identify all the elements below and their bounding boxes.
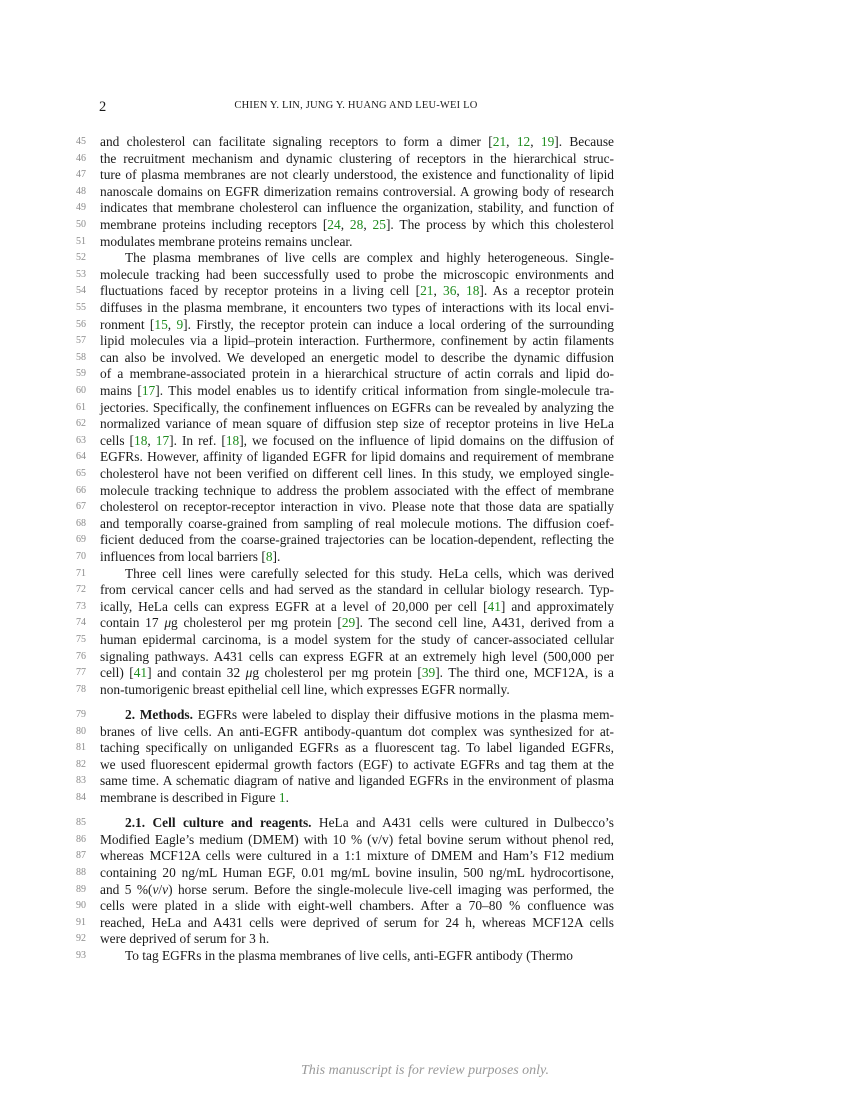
- text-line: [0, 915, 850, 931]
- line-number: 63: [76, 434, 86, 446]
- text-line: [0, 582, 850, 598]
- text-line: [0, 773, 850, 789]
- line-text: mains [17]. This model enables us to identify critical information from single-molecule tra-: [100, 383, 614, 398]
- line-number: 68: [76, 517, 86, 529]
- text-line: [0, 898, 850, 914]
- citation-link[interactable]: 41: [133, 665, 148, 681]
- line-text: were deprived of serum for 3 h.: [100, 931, 270, 947]
- text-line: [0, 416, 850, 432]
- line-text: molecule tracking had been successfully used to probe the microscopic environments and: [100, 266, 614, 282]
- line-number: 45: [76, 136, 86, 147]
- line-number: 55: [76, 302, 86, 313]
- line-text: jectories. Specifically, the confinement influences on EGFRs can be revealed by analyzing the: [100, 399, 614, 415]
- line-number: 51: [76, 235, 86, 247]
- line-number: 86: [76, 833, 86, 845]
- text-line: [0, 790, 850, 806]
- line-text: cells [18, 17]. In ref. [18], we focused on the influence of lipid domains on the diffusion of: [100, 432, 614, 448]
- line-text: 2.1. Cell culture and reagents. HeLa and A431 cells were cultured in Dulbecco’s: [125, 815, 614, 831]
- line-text: cholesterol on receptor-receptor interaction in vivo. Please note that those data are spatially: [100, 499, 614, 515]
- citation-link[interactable]: 15: [154, 316, 168, 332]
- text-line: [0, 250, 850, 266]
- line-number: 62: [76, 418, 86, 430]
- line-text: same time. A schematic diagram of native and liganded EGFRs in the environment of plasma: [100, 773, 614, 789]
- line-number: 47: [76, 169, 86, 181]
- line-number: 64: [76, 451, 86, 463]
- line-text: Modified Eagle’s medium (DMEM) with 10 % (v/v) fetal bovine serum without phenol red,: [100, 831, 614, 847]
- line-text: we used fluorescent epidermal growth factors (EGF) to activate EGFRs and tag them at the: [100, 756, 614, 772]
- line-number: 49: [76, 202, 86, 214]
- line-text: and cholesterol can facilitate signaling receptors to form a dimer [21, 12, 19]. Because: [100, 134, 614, 149]
- text-line: [0, 134, 850, 150]
- line-text: of a membrane-associated protein in a hierarchical structure of actin corrals and lipid do-: [100, 366, 614, 382]
- line-number: 87: [76, 850, 86, 862]
- text-line: [0, 848, 850, 864]
- text-line: [0, 532, 850, 548]
- line-text: from cervical cancer cells and had served as the standard in cellular biology research. Typ-: [100, 582, 614, 598]
- line-text: ically, HeLa cells can express EGFR at a level of 20,000 per cell [41] and approximately: [100, 598, 614, 614]
- text-line: [0, 724, 850, 740]
- line-number: 84: [76, 792, 86, 803]
- text-line: [0, 948, 850, 964]
- line-number: 57: [76, 335, 86, 347]
- line-number: 58: [76, 351, 86, 363]
- citation-link[interactable]: 9: [176, 316, 184, 332]
- citation-link[interactable]: 24: [327, 217, 341, 232]
- line-number: 66: [76, 484, 86, 496]
- citation-link[interactable]: 17: [155, 432, 170, 448]
- citation-link[interactable]: 39: [421, 665, 436, 681]
- text-line: [0, 217, 850, 233]
- citation-link[interactable]: 1: [278, 790, 286, 805]
- citation-link[interactable]: 18: [466, 283, 480, 299]
- line-text: reached, HeLa and A431 cells were deprived of serum for 24 h, whereas MCF12A cells: [100, 914, 614, 930]
- line-number: 93: [76, 950, 86, 961]
- line-text: taching specifically on unliganded EGFRs as a fluorescent tag. To label liganded EGFRs,: [100, 740, 614, 756]
- text-line: [0, 566, 850, 582]
- line-text: containing 20 ng/mL Human EGF, 0.01 mg/mL bovine insulin, 500 ng/mL hydrocortisone,: [100, 865, 614, 880]
- line-number: 69: [76, 534, 86, 546]
- line-number: 90: [76, 900, 86, 912]
- line-number: 60: [76, 385, 86, 396]
- text-line: [0, 632, 850, 648]
- line-number: 75: [76, 634, 86, 645]
- line-number: 65: [76, 468, 86, 479]
- line-number: 72: [76, 584, 86, 596]
- line-number: 73: [76, 600, 86, 612]
- page-number: 2: [99, 99, 107, 115]
- citation-link[interactable]: 18: [134, 432, 148, 448]
- text-line: [0, 599, 850, 615]
- line-number: 54: [76, 285, 86, 297]
- text-line: [0, 931, 850, 947]
- citation-link[interactable]: 19: [540, 134, 555, 149]
- citation-link[interactable]: 12: [516, 134, 531, 149]
- line-text: 2. Methods. EGFRs were labeled to display their diffusive motions in the plasma mem-: [125, 707, 614, 722]
- line-text: signaling pathways. A431 cells can express EGFR at an extremely high level (500,000 per: [100, 648, 614, 664]
- line-text: To tag EGFRs in the plasma membranes of live cells, anti-EGFR antibody (Thermo: [125, 948, 573, 963]
- text-line: [0, 615, 850, 631]
- text-line: [0, 350, 850, 366]
- line-text: molecule tracking technique to address the problem associated with the effect of membrane: [100, 482, 614, 498]
- line-text: nanoscale domains on EGFR dimerization remains controversial. A growing body of research: [100, 183, 614, 199]
- text-line: [0, 383, 850, 399]
- text-line: [0, 283, 850, 299]
- citation-link[interactable]: 17: [141, 383, 156, 398]
- line-text: contain 17 μg cholesterol per mg protein [29]. The second cell line, A431, derived from a: [100, 615, 615, 631]
- citation-link[interactable]: 28: [349, 217, 364, 232]
- text-line: [0, 815, 850, 831]
- citation-link[interactable]: 21: [420, 283, 434, 299]
- line-text: and temporally coarse-grained from sampling of real molecule motions. The diffusion coef-: [100, 515, 614, 531]
- text-line: [0, 882, 850, 898]
- line-text: influences from local barriers [8].: [100, 549, 281, 564]
- line-number: 52: [76, 252, 86, 264]
- text-line: [0, 740, 850, 756]
- line-number: 74: [76, 617, 86, 629]
- line-text: Three cell lines were carefully selected for this study. HeLa cells, which was derived: [125, 565, 614, 581]
- text-line: [0, 151, 850, 167]
- line-number: 82: [76, 758, 86, 770]
- line-text: can also be involved. We developed an energetic model to describe the dynamic diffusion: [100, 349, 614, 365]
- line-text: EGFRs. However, affinity of liganded EGFR for lipid domains and requirement of membrane: [100, 449, 614, 465]
- line-number: 92: [76, 933, 86, 945]
- line-number: 46: [76, 152, 86, 164]
- line-number: 76: [76, 650, 86, 662]
- citation-link[interactable]: 18: [225, 432, 240, 448]
- line-number: 56: [76, 318, 86, 330]
- line-number: 83: [76, 775, 86, 787]
- line-text: The plasma membranes of live cells are complex and highly heterogeneous. Single-: [125, 250, 614, 266]
- line-text: normalized variance of mean square of diffusion step size of receptor proteins in live HeLa: [100, 416, 614, 432]
- line-number: 89: [76, 883, 86, 895]
- text-line: [0, 832, 850, 848]
- text-line: [0, 682, 850, 698]
- line-text: modulates membrane proteins remains unclear.: [100, 233, 353, 249]
- citation-link[interactable]: 41: [487, 598, 501, 614]
- text-line: [0, 449, 850, 465]
- line-text: and 5 %(v/v) horse serum. Before the single-molecule live-cell imaging was performed, the: [100, 881, 615, 897]
- line-number: 79: [76, 709, 86, 720]
- text-line: [0, 707, 850, 723]
- line-number: 81: [76, 742, 86, 754]
- line-number: 85: [76, 817, 86, 829]
- line-number: 71: [76, 567, 86, 579]
- text-line: [0, 483, 850, 499]
- line-number: 88: [76, 867, 86, 878]
- text-line: [0, 549, 850, 565]
- line-number: 53: [76, 268, 86, 280]
- line-text: indicates that membrane cholesterol can influence the organization, stability, and function of: [100, 200, 614, 216]
- citation-link[interactable]: 8: [265, 549, 273, 564]
- line-text: ture of plasma membranes are not clearly understood, the existence and functionality of lipid: [100, 167, 614, 183]
- line-number: 48: [76, 185, 86, 197]
- line-text: fluctuations faced by receptor proteins in a living cell [21, 36, 18]. As a receptor protein: [100, 283, 614, 299]
- text-line: [0, 317, 850, 333]
- text-line: [0, 665, 850, 681]
- line-number: 78: [76, 683, 86, 695]
- text-line: [0, 200, 850, 216]
- text-line: [0, 516, 850, 532]
- text-line: [0, 400, 850, 416]
- line-number: 80: [76, 725, 86, 737]
- review-footer: This manuscript is for review purposes only.: [301, 1063, 549, 1078]
- line-text: human epidermal carcinoma, is a model system for the study of cancer-associated cellular: [100, 632, 614, 647]
- text-line: [0, 366, 850, 382]
- line-number: 61: [76, 401, 86, 413]
- running-header: [99, 99, 613, 119]
- citation-link[interactable]: 29: [341, 615, 356, 631]
- text-line: [0, 184, 850, 200]
- text-line: [0, 499, 850, 515]
- citation-link[interactable]: 21: [492, 134, 507, 149]
- line-text: cells were plated in a slide with eight-well chambers. After a 70–80 % confluence was: [100, 898, 614, 914]
- text-line: [0, 757, 850, 773]
- text-line: [0, 267, 850, 283]
- line-text: ronment [15, 9]. Firstly, the receptor protein can induce a local ordering of the surrounding: [100, 316, 614, 332]
- citation-link[interactable]: 36: [443, 283, 457, 299]
- line-number: 59: [76, 368, 86, 380]
- line-text: non-tumorigenic breast epithelial cell line, which expresses EGFR normally.: [100, 681, 510, 697]
- line-number: 77: [76, 667, 86, 679]
- text-line: [0, 300, 850, 316]
- citation-link[interactable]: 25: [372, 217, 386, 232]
- text-line: [0, 466, 850, 482]
- line-text: membrane proteins including receptors [24, 28, 25]. The process by which this cholesterol: [100, 217, 614, 232]
- text-line: [0, 333, 850, 349]
- line-number: 67: [76, 501, 86, 513]
- line-text: ficient deduced from the coarse-grained trajectories can be location-dependent, reflecting the: [100, 532, 614, 548]
- text-line: [0, 433, 850, 449]
- line-text: membrane is described in Figure 1.: [100, 790, 289, 805]
- line-text: branes of live cells. An anti-EGFR antibody-quantum dot complex was synthesized for at-: [100, 723, 614, 739]
- text-line: [0, 865, 850, 881]
- line-text: lipid molecules via a lipid–protein interaction. Furthermore, confinement by actin filaments: [100, 333, 614, 349]
- text-line: [0, 167, 850, 183]
- line-text: diffuses in the plasma membrane, it encounters two types of interactions with its local envi-: [100, 300, 614, 315]
- line-text: cell) [41] and contain 32 μg cholesterol per mg protein [39]. The third one, MCF12A, is a: [100, 665, 614, 681]
- running-title: CHIEN Y. LIN, JUNG Y. HUANG AND LEU-WEI LO: [234, 100, 478, 111]
- text-line: [0, 649, 850, 665]
- line-text: the recruitment mechanism and dynamic clustering of receptors in the hierarchical struc-: [100, 150, 614, 166]
- line-number: 91: [76, 916, 86, 928]
- line-text: cholesterol have not been verified on different cell lines. In this study, we employed single-: [100, 466, 614, 481]
- line-number: 70: [76, 551, 86, 562]
- line-text: whereas MCF12A cells were cultured in a 1:1 mixture of DMEM and Ham’s F12 medium: [100, 848, 614, 864]
- text-line: [0, 234, 850, 250]
- line-number: 50: [76, 219, 86, 230]
